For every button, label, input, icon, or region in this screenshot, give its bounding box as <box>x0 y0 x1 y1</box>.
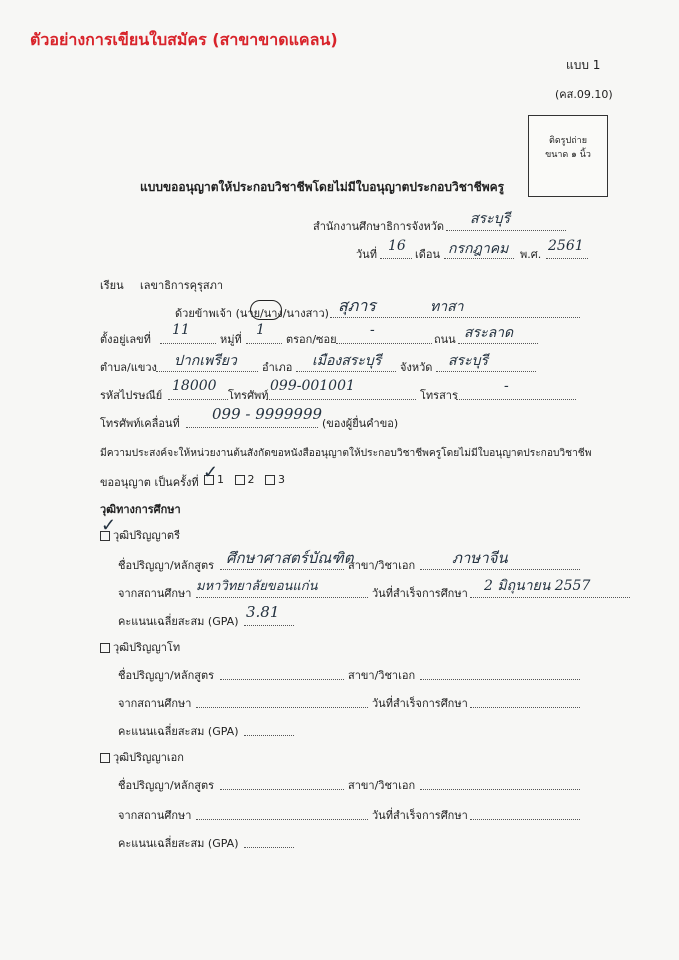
road-value: สระลาด <box>464 325 514 341</box>
master-checkbox[interactable] <box>100 643 110 653</box>
page-title: ตัวอย่างการเขียนใบสมัคร (สาขาขาดแคลน) <box>30 30 338 49</box>
year-value: 2561 <box>548 238 584 254</box>
district-label: อำเภอ <box>262 361 293 374</box>
bachelor-degree-label: ชื่อปริญญา/หลักสูตร <box>118 559 215 572</box>
bachelor-gpa-label: คะแนนเฉลี่ยสะสม (GPA) <box>118 615 239 628</box>
mobile-note: (ของผู้ยื่นคำขอ) <box>322 417 399 430</box>
day-label: วันที่ <box>356 248 377 261</box>
doctorate-checkbox[interactable] <box>100 753 110 763</box>
bachelor-grad-value: 2 มิถุนายน 2557 <box>484 578 591 594</box>
purpose-text: มีความประสงค์จะให้หน่วยงานต้นสังกัดขอหนังสืออนุญาตให้ประกอบวิชาชีพครูโดยไม่มีใบอนุญาตประกอบวิชาชีพ <box>100 448 592 459</box>
doctorate-major-label: สาขา/วิชาเอก <box>348 779 416 792</box>
province-value: สระบุรี <box>448 353 488 369</box>
education-heading: วุฒิทางการศึกษา <box>100 503 181 516</box>
day-value: 16 <box>388 238 406 254</box>
mobile-value: 099 - 9999999 <box>212 405 323 423</box>
master-inst-label: จากสถานศึกษา <box>118 697 192 710</box>
request-opt3-label: 3 <box>278 473 285 486</box>
fax-label: โทรสาร <box>420 389 458 402</box>
moo-label: หมู่ที่ <box>220 333 242 346</box>
subdistrict-value: ปากเพรียว <box>174 353 237 369</box>
phone-value: 099-001001 <box>270 378 355 394</box>
soi-value: - <box>370 322 375 338</box>
form-number: แบบ 1 <box>566 58 601 72</box>
road-label: ถนน <box>434 333 456 346</box>
doctorate-row <box>100 748 184 766</box>
office-label: สำนักงานศึกษาธิการจังหวัด <box>313 220 445 233</box>
office-value: สระบุรี <box>470 211 510 227</box>
postcode-label: รหัสไปรษณีย์ <box>100 389 163 402</box>
request-opt2-label: 2 <box>247 473 255 486</box>
doctorate-label: วุฒิปริญญาเอก <box>113 751 184 764</box>
prefix-circle-mark <box>250 300 282 320</box>
bachelor-major-value: ภาษาจีน <box>452 549 508 567</box>
request-opt3-checkbox[interactable] <box>265 475 275 485</box>
soi-label: ตรอก/ซอย <box>286 333 337 346</box>
bachelor-grad-label: วันที่สำเร็จการศึกษา <box>372 587 468 600</box>
form-code: (คส.09.10) <box>555 88 613 101</box>
year-label: พ.ศ. <box>520 248 542 261</box>
doctorate-inst-label: จากสถานศึกษา <box>118 809 192 822</box>
doctorate-grad-label: วันที่สำเร็จการศึกษา <box>372 809 468 822</box>
bachelor-degree-value: ศึกษาศาสตร์บัณฑิต <box>226 549 354 567</box>
house-value: 11 <box>172 322 190 338</box>
master-label: วุฒิปริญญาโท <box>113 641 181 654</box>
master-major-label: สาขา/วิชาเอก <box>348 669 416 682</box>
month-value: กรกฎาคม <box>448 241 509 257</box>
salutation-label: เรียน <box>100 279 124 292</box>
bachelor-inst-value: มหาวิทยาลัยขอนแก่น <box>196 579 318 594</box>
photo-box-line2: ขนาด ๑ นิ้ว <box>545 150 591 160</box>
postcode-value: 18000 <box>172 378 217 394</box>
fax-value: - <box>504 378 509 394</box>
request-opt2-checkbox[interactable] <box>235 475 245 485</box>
district-value: เมืองสระบุรี <box>312 353 382 369</box>
bachelor-gpa-value: 3.81 <box>246 603 280 621</box>
master-grad-label: วันที่สำเร็จการศึกษา <box>372 697 468 710</box>
bachelor-check-mark: ✓ <box>101 515 117 536</box>
applicant-prefix-label: ด้วยข้าพเจ้า (นาย/นาง/นางสาว) <box>175 307 329 320</box>
master-row <box>100 638 180 656</box>
moo-value: 1 <box>256 322 265 338</box>
applicant-last-name: ทาสา <box>430 299 464 315</box>
request-opt1-check-mark: ✓ <box>203 462 219 483</box>
form-title: แบบขออนุญาตให้ประกอบวิชาชีพโดยไม่มีใบอนุญาตประกอบวิชาชีพครู <box>140 180 505 194</box>
subdistrict-label: ตำบล/แขวง <box>100 361 157 374</box>
request-label: ขออนุญาต เป็นครั้งที่ <box>100 476 199 489</box>
master-gpa-label: คะแนนเฉลี่ยสะสม (GPA) <box>118 725 239 738</box>
request-opt1-label: 1 <box>217 473 224 486</box>
doctorate-gpa-label: คะแนนเฉลี่ยสะสม (GPA) <box>118 837 239 850</box>
mobile-label: โทรศัพท์เคลื่อนที่ <box>100 417 180 430</box>
photo-box <box>528 115 608 197</box>
bachelor-major-label: สาขา/วิชาเอก <box>348 559 416 572</box>
master-degree-label: ชื่อปริญญา/หลักสูตร <box>118 669 215 682</box>
month-label: เดือน <box>415 248 441 261</box>
phone-label: โทรศัพท์ <box>228 389 269 402</box>
province-label: จังหวัด <box>400 361 433 374</box>
house-label: ตั้งอยู่เลขที่ <box>100 333 151 346</box>
doctorate-degree-label: ชื่อปริญญา/หลักสูตร <box>118 779 215 792</box>
salutation-to: เลขาธิการคุรุสภา <box>140 279 224 292</box>
bachelor-inst-label: จากสถานศึกษา <box>118 587 192 600</box>
photo-box-line1: ติดรูปถ่าย <box>548 136 587 146</box>
bachelor-label: วุฒิปริญญาตรี <box>113 529 180 542</box>
applicant-first-name: สุภาร <box>338 296 376 315</box>
